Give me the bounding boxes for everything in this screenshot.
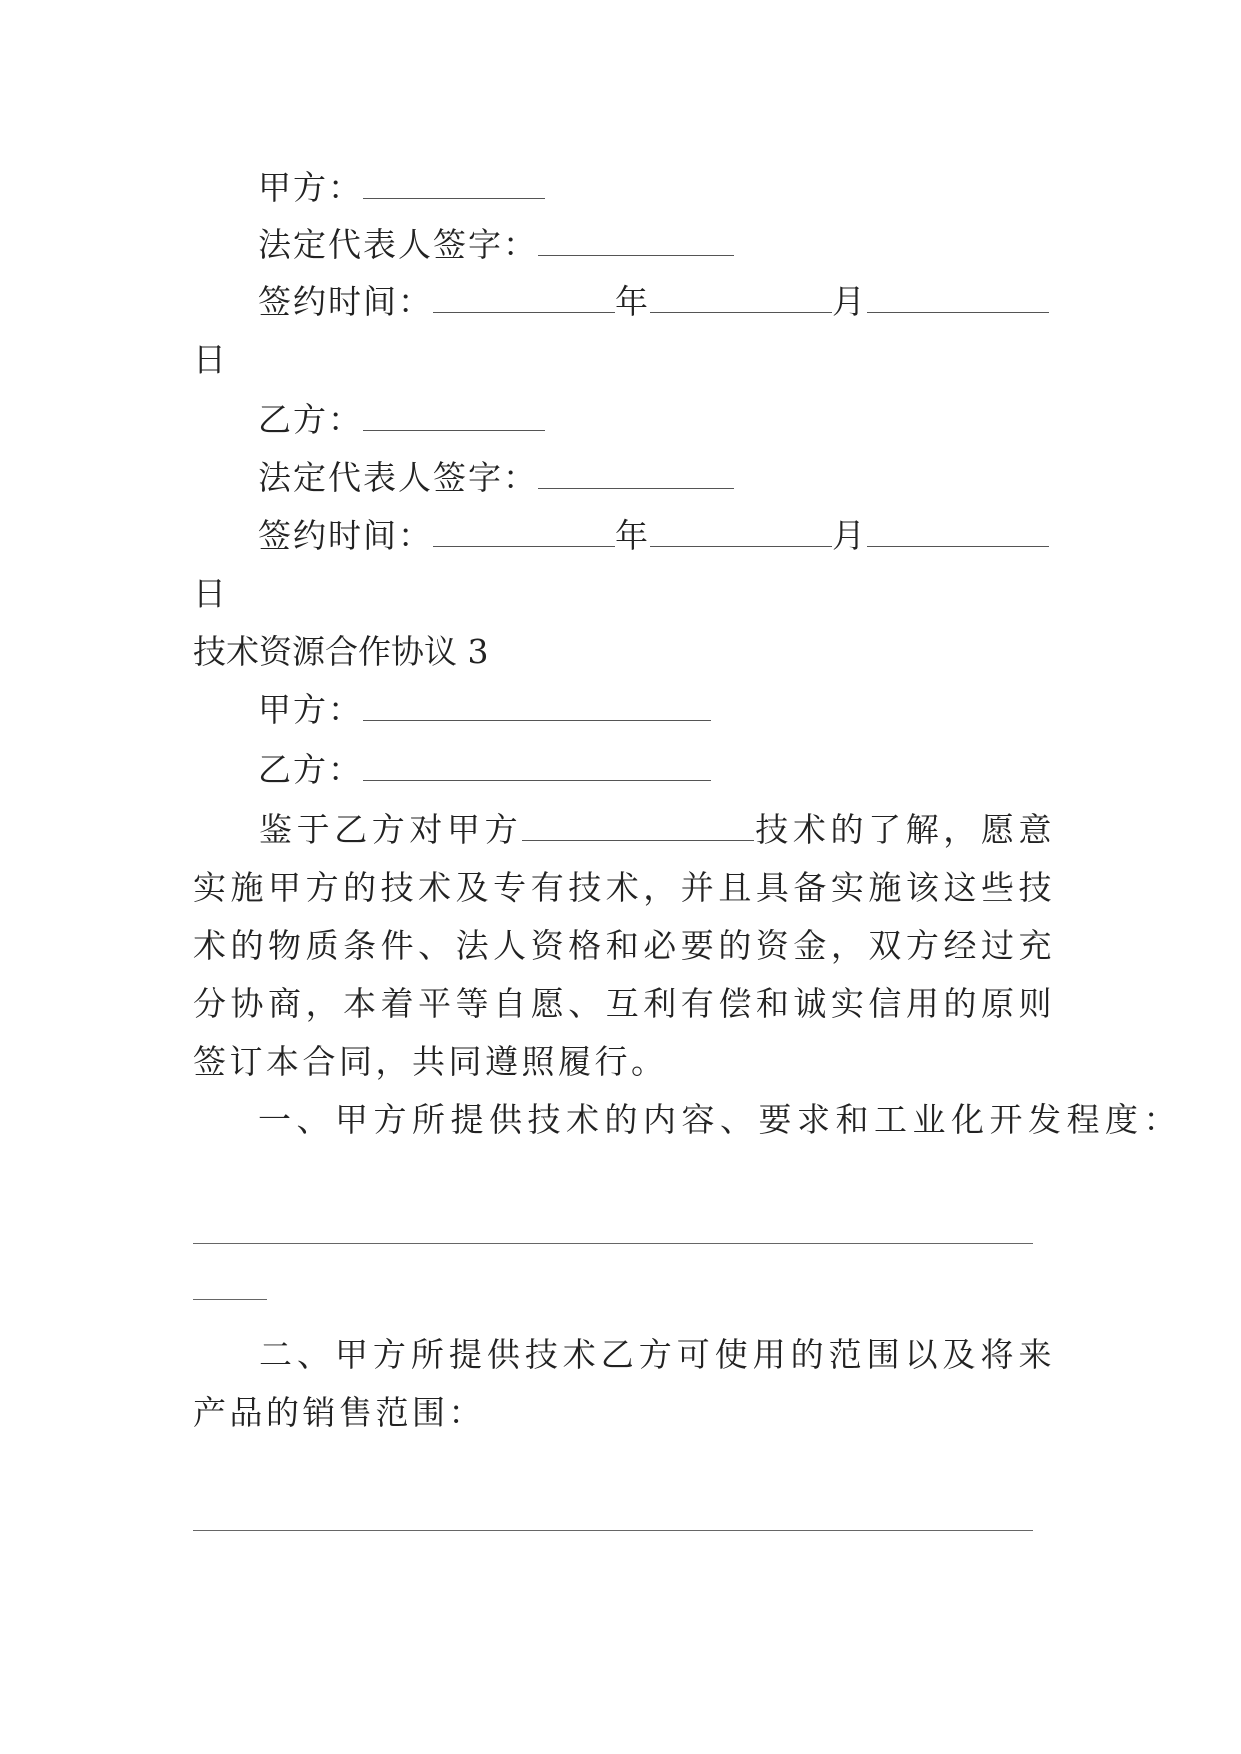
agreement-party-b-line: [258, 750, 711, 790]
section-1-answer-rule[interactable]: [193, 1243, 1033, 1244]
agreement-party-a-label: 甲方：: [258, 690, 363, 729]
party-b-day-blank[interactable]: [867, 520, 1049, 547]
party-a-day-line: [193, 340, 228, 380]
party-b-month-blank[interactable]: [650, 520, 832, 547]
party-a-rep-line: [258, 225, 734, 265]
preamble-start: 鉴于乙方对甲方: [259, 810, 523, 849]
party-a-year-label: 年: [615, 282, 650, 321]
party-b-year-label: 年: [615, 516, 650, 555]
party-b-time-label: 签约时间：: [258, 516, 433, 555]
party-a-day-label: 日: [193, 340, 228, 379]
party-a-blank[interactable]: [363, 172, 545, 199]
party-b-rep-line: [258, 458, 734, 498]
preamble-paragraph: [193, 801, 1055, 1091]
party-b-label: 乙方：: [258, 400, 363, 439]
section-2-answer-rule[interactable]: [193, 1530, 1033, 1531]
party-a-rep-blank[interactable]: [538, 229, 734, 256]
party-a-day-blank[interactable]: [867, 286, 1049, 313]
party-a-year-blank[interactable]: [433, 286, 615, 313]
preamble-rest: 技术的了解，愿意实施甲方的技术及专有技术，并且具备实施该这些技术的物质条件、法人资格和必要的资金，双方经过充分协商，本着平等自愿、互利有偿和诚实信用的原则签订本合同，共同遵照履行。: [193, 810, 1056, 1081]
party-a-label: 甲方：: [258, 168, 363, 207]
party-b-day-label: 日: [193, 574, 228, 613]
party-b-time-line: [258, 516, 1049, 556]
agreement-party-b-label: 乙方：: [258, 750, 363, 789]
party-a-line: [258, 168, 545, 208]
party-b-rep-label: 法定代表人签字：: [258, 458, 538, 497]
agreement-party-b-blank[interactable]: [363, 754, 711, 781]
preamble-tech-blank[interactable]: [522, 810, 754, 841]
section-1-heading: 一、甲方所提供技术的内容、要求和工业化开发程度：: [258, 1100, 1182, 1139]
party-a-month-label: 月: [832, 282, 867, 321]
party-b-line: [258, 400, 545, 440]
party-b-day-line: [193, 574, 228, 614]
agreement-party-a-blank[interactable]: [363, 694, 711, 721]
agreement-party-a-line: [258, 690, 711, 730]
party-a-time-line: [258, 282, 1049, 322]
party-b-rep-blank[interactable]: [538, 462, 734, 489]
party-a-month-blank[interactable]: [650, 286, 832, 313]
party-a-time-label: 签约时间：: [258, 282, 433, 321]
section-1-answer-rule-end[interactable]: [193, 1299, 267, 1300]
section-2-paragraph: 二、甲方所提供技术乙方可使用的范围以及将来产品的销售范围：: [193, 1335, 1055, 1432]
agreement-title: 技术资源合作协议 3: [193, 632, 489, 671]
party-b-month-label: 月: [832, 516, 867, 555]
party-b-blank[interactable]: [363, 404, 545, 431]
party-a-rep-label: 法定代表人签字：: [258, 225, 538, 264]
party-b-year-blank[interactable]: [433, 520, 615, 547]
